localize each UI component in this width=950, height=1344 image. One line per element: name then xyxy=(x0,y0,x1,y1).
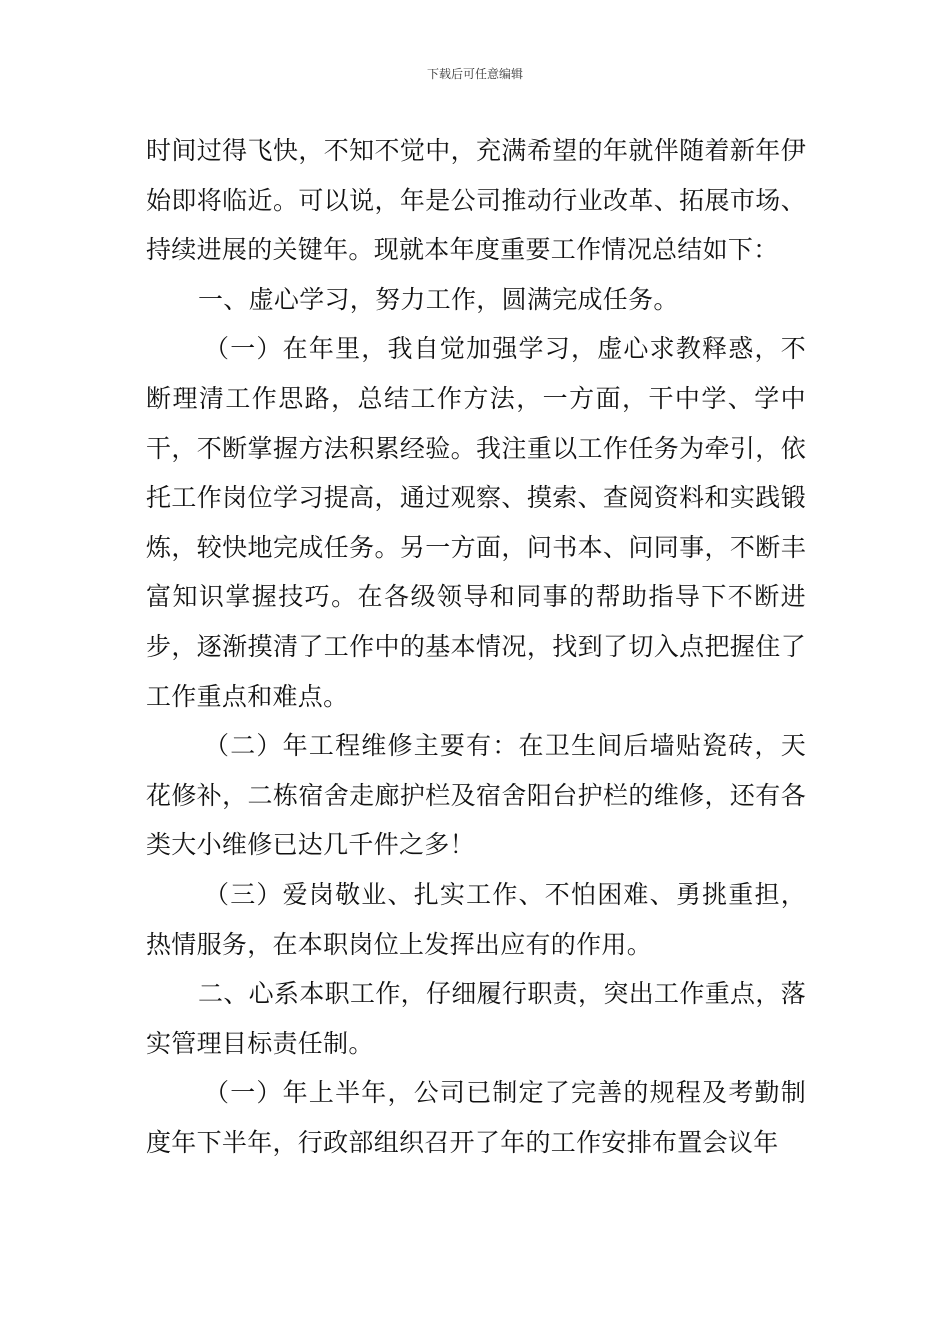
intro-paragraph: 时间过得飞快，不知不觉中，充满希望的年就伴随着新年伊始即将临近。可以说，年是公司推动行业改革、拓展市场、持续进展的关键年。现就本年度重要工作情况总结如下： xyxy=(146,136,806,265)
paragraph-1-3: （三）爱岗敬业、扎实工作、不怕困难、勇挑重担，热情服务，在本职岗位上发挥出应有的作用。 xyxy=(146,879,806,959)
section-heading-2: 二、心系本职工作，仔细履行职责，突出工作重点，落实管理目标责任制。 xyxy=(146,979,806,1058)
paragraph-1-2: （二）年工程维修主要有：在卫生间后墙贴瓷砖，天花修补，二栋宿舍走廊护栏及宿舍阳台护栏的维修，还有各类大小维修已达几千件之多！ xyxy=(146,731,806,860)
document-body xyxy=(146,126,806,1167)
section-heading-1: 一、虚心学习，努力工作，圆满完成任务。 xyxy=(198,284,679,314)
paragraph-1-1: （一）在年里，我自觉加强学习，虚心求教释惑，不断理清工作思路，总结工作方法，一方面，干中学、学中干，不断掌握方法积累经验。我注重以工作任务为牵引，依托工作岗位学习提高，通过观察、摸索、查阅资料和实践锻炼，较快地完成任务。另一方面，问书本、问同事，不断丰富知识掌握技巧。在各级领导和同事的帮助指导下不断进步，逐渐摸清了工作中的基本情况，找到了切入点把握住了工作重点和难点。 xyxy=(146,334,806,711)
paragraph-2-1: （一）年上半年，公司已制定了完善的规程及考勤制度年下半年，行政部组织召开了年的工作安排布置会议年 xyxy=(146,1078,806,1157)
page-header-note: 下载后可任意编辑 xyxy=(426,67,523,81)
